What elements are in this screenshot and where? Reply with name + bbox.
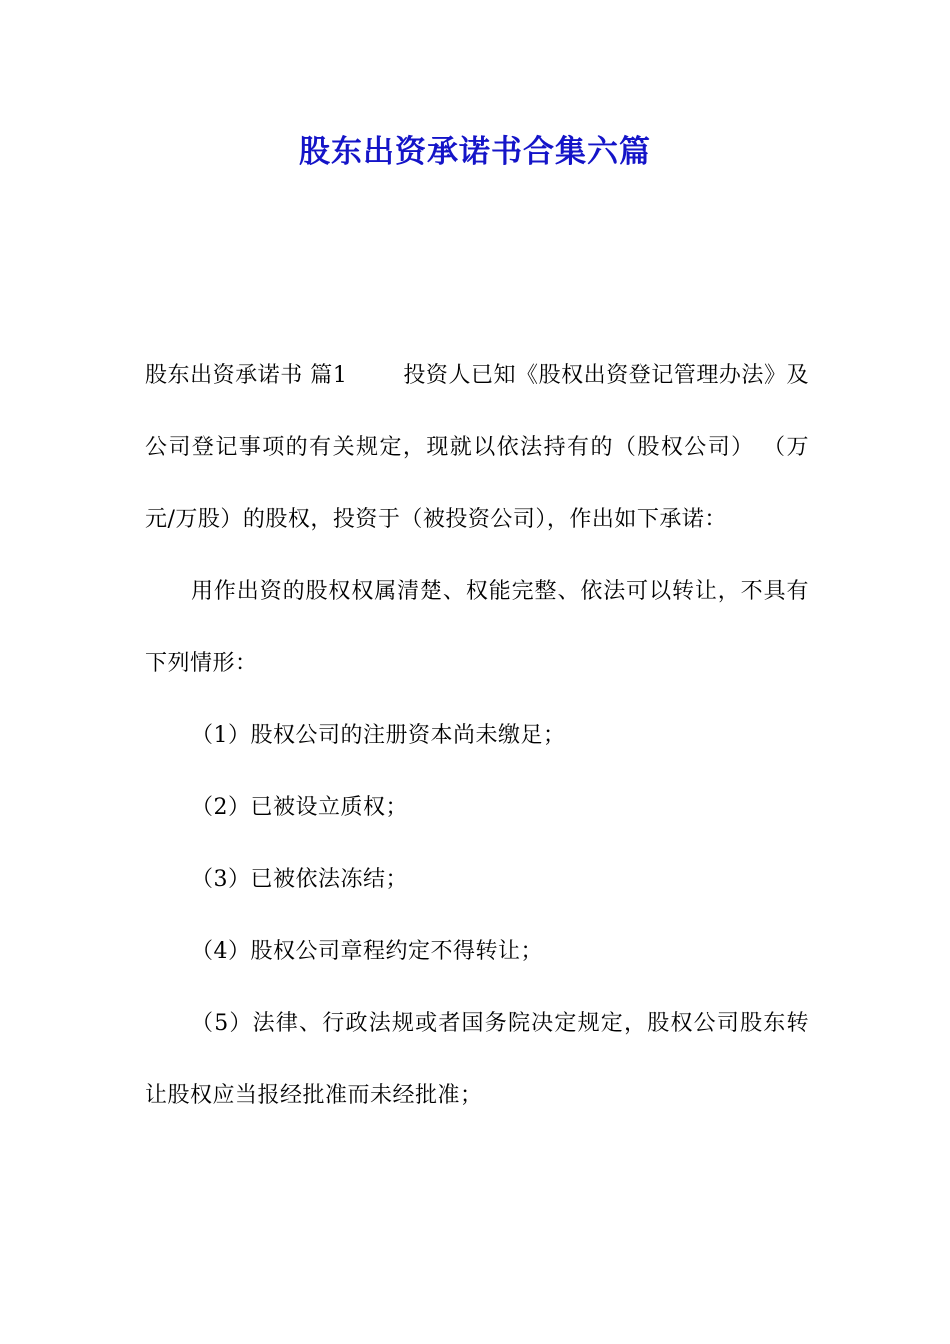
list-item: （2）已被设立质权；	[191, 795, 408, 820]
intro-paragraph	[145, 340, 809, 556]
list-item: （3）已被依法冻结；	[191, 867, 408, 892]
document-title: 股东出资承诺书合集六篇	[299, 134, 651, 170]
list-item: （1）股权公司的注册资本尚未缴足；	[191, 723, 566, 748]
conditions-paragraph: 用作出资的股权权属清楚、权能完整、依法可以转让，不具有下列情形：	[145, 579, 809, 676]
intro-text: 投资人已知《股权出资登记管理办法》及公司登记事项的有关规定，现就以依法持有的（股权公司） （万元/万股）的股权，投资于（被投资公司），作出如下承诺：	[145, 363, 809, 532]
document-body	[145, 340, 809, 1132]
section-heading: 股东出资承诺书 篇1	[145, 363, 348, 388]
list-item: （4）股权公司章程约定不得转让；	[191, 939, 543, 964]
list-item: （5）法律、行政法规或者国务院决定规定，股权公司股东转让股权应当报经批准而未经批准；	[145, 1011, 809, 1108]
